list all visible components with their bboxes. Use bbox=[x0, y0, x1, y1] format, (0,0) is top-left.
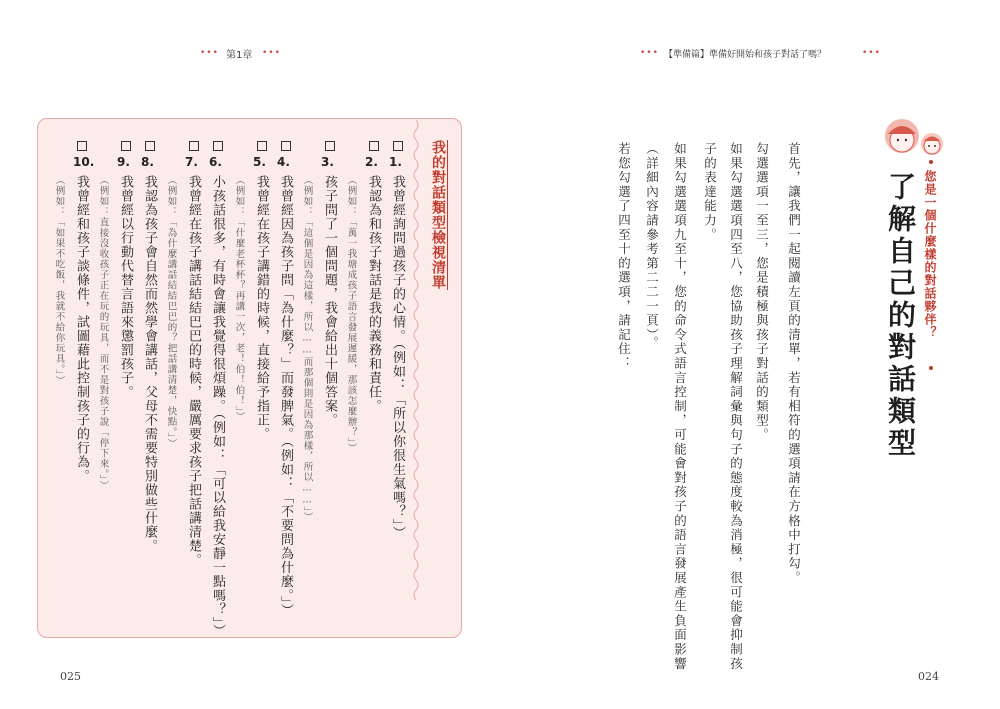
checklist-item-text: 我曾經以行動代替言語來懲罰孩子。 bbox=[118, 175, 133, 399]
wavy-divider bbox=[412, 120, 420, 600]
checkbox[interactable] bbox=[393, 141, 403, 151]
body-line: 子的表達能力。 bbox=[702, 142, 718, 243]
checkbox[interactable] bbox=[145, 141, 155, 151]
section-header: 【準備篇】準備好開始和孩子對話了嗎？ bbox=[664, 50, 827, 60]
checklist-item-text: 我曾經在孩子講錯的時候，直接給予指正。 bbox=[254, 175, 269, 441]
subtitle-dot-top bbox=[929, 160, 933, 164]
item-number: 8. bbox=[141, 155, 154, 169]
checkbox[interactable] bbox=[121, 141, 131, 151]
checklist-item-text: 小孩話很多，有時會讓我覺得很煩躁。（例如：「可以給我安靜一點嗎？」） bbox=[210, 175, 225, 638]
item-number: 7. bbox=[185, 155, 198, 169]
item-number: 9. bbox=[117, 155, 130, 169]
checklist-item-text: 我認為孩子會自然而然學會講話，父母不需要特別做些什麼。 bbox=[142, 175, 157, 553]
subtitle-dot-bottom bbox=[929, 366, 933, 370]
item-number: 4. bbox=[277, 155, 290, 169]
item-number: 5. bbox=[253, 155, 266, 169]
checklist-item-example: （例如：「如果不吃飯，我就不給你玩具。」） bbox=[53, 175, 65, 386]
checkbox[interactable] bbox=[213, 141, 223, 151]
checklist-item-example: （例如：直接沒收孩子正在玩的玩具，而不是對孩子說「停下來。」） bbox=[97, 175, 109, 491]
checklist-item-example: （例如：「為什麼講話結結巴巴的？把話講清楚，快點。」） bbox=[165, 175, 177, 449]
checklist-item-example: （例如：「萬一我塘成孩子語言發展遲緩，那該怎麼辦？」） bbox=[345, 175, 357, 454]
checklist-item-example: （例如：「這個是因為這樣，所以……而那個則是因為那樣，所以……」） bbox=[301, 175, 313, 523]
body-line: （詳細內容請參考第二二一頁）。 bbox=[644, 142, 660, 351]
checkbox[interactable] bbox=[325, 141, 335, 151]
checkbox[interactable] bbox=[281, 141, 291, 151]
header-dots-left-1: ••• bbox=[200, 48, 219, 58]
checkbox[interactable] bbox=[77, 141, 87, 151]
checklist-item-text: 孩子問了一個問題，我會給出十個答案。 bbox=[322, 175, 337, 427]
checklist-item-text: 我認為和孩子對話是我的義務和責任。 bbox=[366, 175, 381, 413]
header-dots-right-2: ••• bbox=[862, 48, 881, 58]
checkbox[interactable] bbox=[257, 141, 267, 151]
section-title: 了解自己的對話類型 bbox=[884, 172, 917, 460]
body-line: 若您勾選了四至十的選項，請記住： bbox=[616, 142, 632, 371]
mother-child-illustration bbox=[880, 116, 950, 162]
section-subtitle: 您是一個什麼樣的對話夥伴？ bbox=[923, 170, 937, 339]
checklist-item-text: 我曾經詢問過孩子的心情。（例如：「所以你很生氣嗎？」） bbox=[390, 175, 405, 540]
checklist-item-text: 我曾經和孩子談條件，試圖藉此控制孩子的行為。 bbox=[74, 175, 89, 483]
header-dots-left-2: ••• bbox=[262, 48, 281, 58]
item-number: 2. bbox=[365, 155, 378, 169]
checklist-title: 我的對話類型檢視清單 bbox=[430, 140, 446, 290]
body-line: 勾選選項一至三，您是積極與孩子對話的類型。 bbox=[754, 142, 770, 443]
body-line: 如果勾選選項九至十，您的命令式語言控制，可能會對孩子的語言發展產生負面影響 bbox=[672, 142, 688, 672]
header-dots-right-1: ••• bbox=[640, 48, 659, 58]
item-number: 10. bbox=[73, 155, 95, 169]
body-line: 首先，讓我們一起閱讀左頁的清單，若有相符的選項請在方格中打勾。 bbox=[786, 142, 802, 586]
chapter-header: 第1章 bbox=[226, 50, 253, 61]
item-number: 3. bbox=[321, 155, 334, 169]
checklist-title-underline bbox=[447, 140, 448, 290]
checklist-item-text: 我曾經在孩子講話結結巴巴的時候，嚴厲要求孩子把話講清楚。 bbox=[186, 175, 201, 567]
checklist-item-text: 我曾經因為孩子問「為什麼？」而發脾氣。（例如：「不要問為什麼。」） bbox=[278, 175, 293, 618]
body-line: 如果勾選選項四至八，您協助孩子理解詞彙與句子的態度較為消極，很可能會抑制孩 bbox=[728, 142, 744, 672]
checklist-item-example: （例如：「什麼老杯杯？再講一次，老！伯！伯！」） bbox=[233, 175, 245, 423]
item-number: 1. bbox=[389, 155, 402, 169]
item-number: 6. bbox=[209, 155, 222, 169]
page-number-left: 025 bbox=[60, 670, 81, 683]
checkbox[interactable] bbox=[369, 141, 379, 151]
checkbox[interactable] bbox=[189, 141, 199, 151]
page-number-right: 024 bbox=[918, 670, 939, 683]
